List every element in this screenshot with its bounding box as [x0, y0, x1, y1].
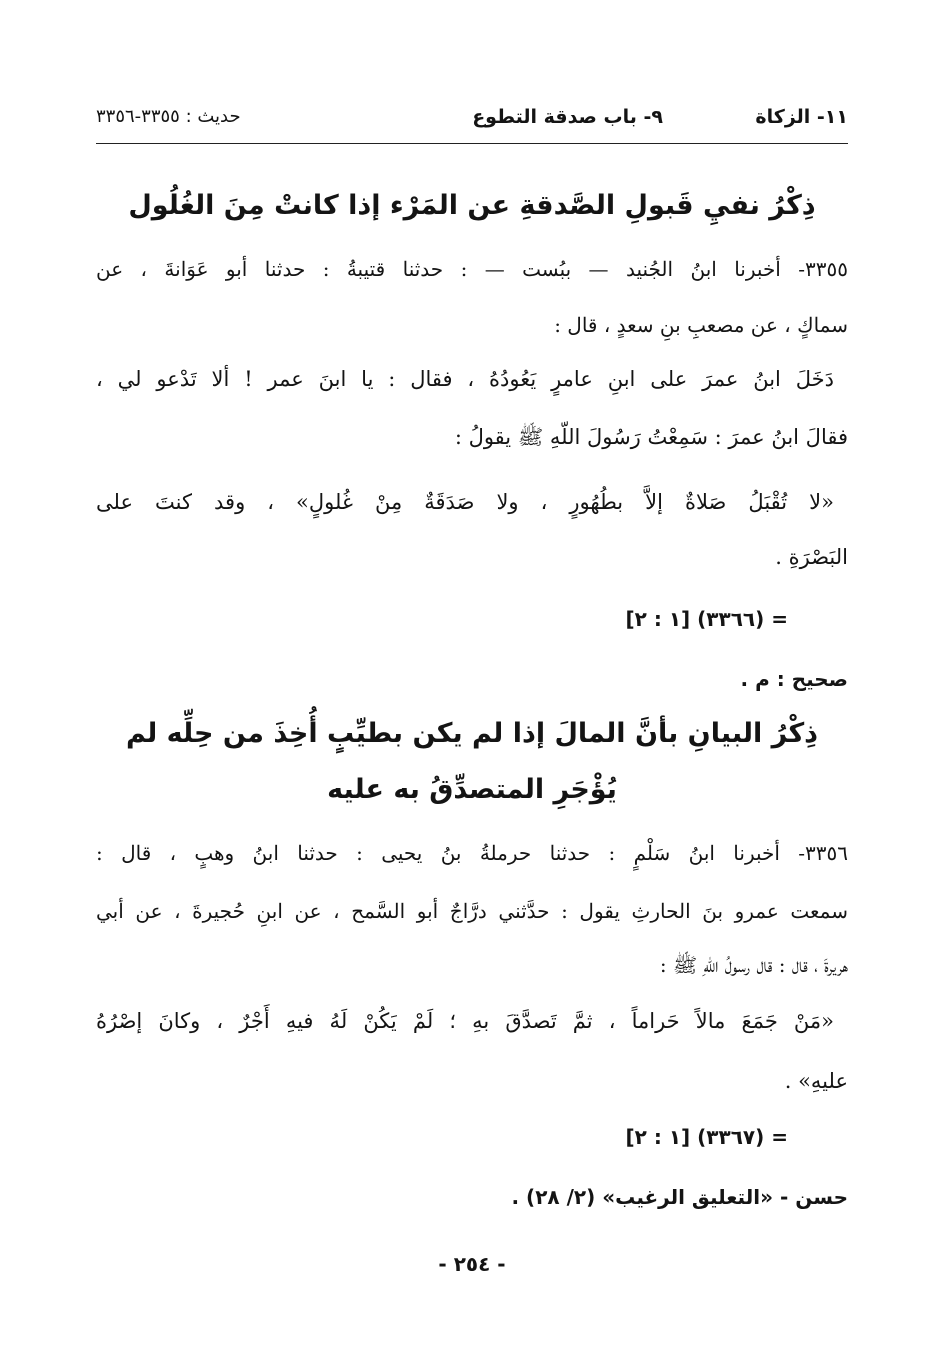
- isnad-line: سمعت عمرو بنَ الحارثِ يقول : حدَّثني درَّاجٌ أبو السَّمح ، عن ابنِ حُجيرةَ ، عن أبي: [96, 899, 848, 923]
- cross-reference: = (٣٣٦٦) [١ : ٢]: [625, 607, 788, 631]
- story-line: دَخَلَ ابنُ عمرَ على ابنِ عامرٍ يَعُودُهُ ، فقال : يا ابنَ عمر ! ألا تَدْعو لي ،: [96, 367, 834, 391]
- isnad-line: سماكٍ ، عن مصعبِ بنِ سعدٍ ، قال :: [554, 313, 848, 337]
- story-line: فقالَ ابنُ عمرَ : سَمِعْتُ رَسُولَ اللّهِ ﷺ يقولُ :: [454, 425, 848, 449]
- entry-heading: يُؤْجَرِ المتصدِّقُ به عليه: [327, 774, 617, 805]
- hadith-text-line: «مَنْ جَمَعَ مالاً حَراماً ، ثمَّ تَصدَّقَ بهِ ؛ لَمْ يَكُنْ لَهُ فيهِ أَجْرٌ ، وكانَ إصْرُهُ: [96, 1009, 834, 1033]
- hadith-text-line: «لا تُقْبَلُ صَلاةٌ إلاَّ بطُهُورٍ ، ولا صَدَقَةٌ مِنْ غُلولٍ» ، وقد كنتَ على: [96, 490, 834, 514]
- header-divider: [96, 143, 848, 144]
- page-number: - ٢٥٤ -: [438, 1252, 506, 1276]
- isnad-line: ٣٣٥٦- أخبرنا ابنُ سَلْمٍ : حدثنا حرملةُ بنُ يحيى : حدثنا ابنُ وهبٍ ، قال :: [96, 841, 848, 865]
- grade-note: صحيح : م .: [740, 667, 848, 691]
- isnad-line: هريرةَ ، قال : قال رسولُ اللّهِ ﷺ :: [659, 953, 848, 977]
- hadith-text-line: البَصْرَةِ .: [775, 545, 848, 569]
- cross-reference: = (٣٣٦٧) [١ : ٢]: [625, 1125, 788, 1149]
- hadith-text-line: عليهِ» .: [784, 1069, 848, 1093]
- running-header: [96, 102, 848, 142]
- entry-heading: ذِكْرُ نفيِ قَبولِ الصَّدقةِ عن المَرْء إذا كانتْ مِنَ الغُلُول: [128, 190, 816, 221]
- isnad-line: ٣٣٥٥- أخبرنا ابنُ الجُنيد — ببُست — : حدثنا قتيبةُ : حدثنا أبو عَوَانةَ ، عن: [96, 257, 848, 281]
- grade-note: حسن - «التعليق الرغيب» (٢/ ٢٨) .: [511, 1185, 848, 1209]
- header-hadith-range: حديث : ٣٣٥٥-٣٣٥٦: [96, 106, 241, 127]
- header-chapter: ١١- الزكاة: [755, 106, 848, 128]
- entry-heading: ذِكْرُ البيانِ بأنَّ المالَ إذا لم يكن بطيِّبٍ أُخِذَ من حِلِّه لم: [125, 718, 819, 749]
- book-page: [96, 96, 848, 1296]
- header-section: ٩- باب صدقة التطوع: [472, 106, 663, 128]
